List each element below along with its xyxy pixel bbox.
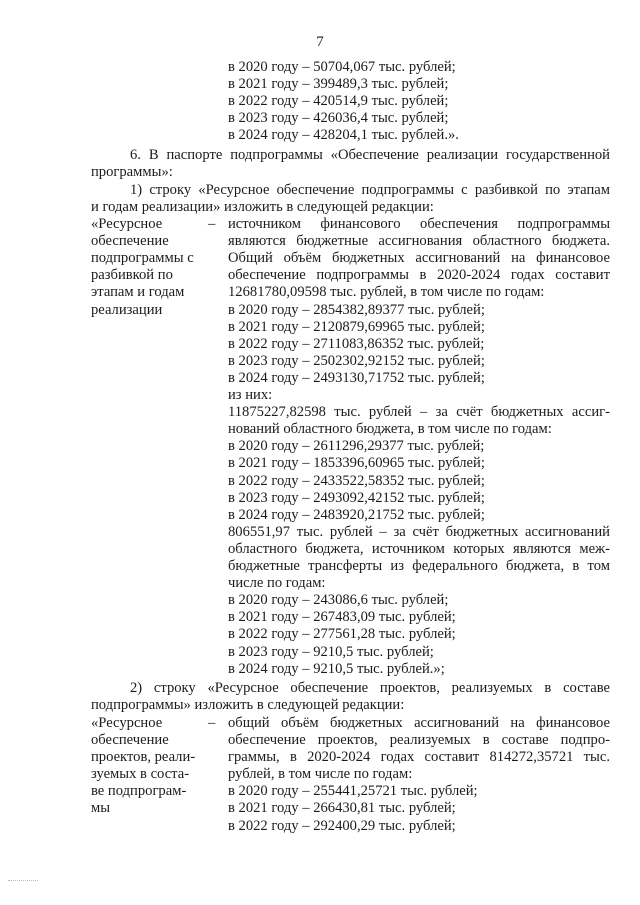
resource-line: в 2021 году – 267483,09 тыс. рублей; bbox=[228, 609, 456, 626]
year-line: в 2021 году – 399489,3 тыс. рублей; bbox=[228, 76, 449, 93]
page-number: 7 bbox=[316, 34, 324, 50]
resource-line: нований областного бюджета, в том числе по годам: bbox=[228, 421, 552, 438]
resource-line: областного бюджета, источником которых являются меж- bbox=[228, 540, 610, 557]
resource-line: 806551,97 тыс. рублей – за счёт бюджетных ассигнований bbox=[228, 523, 610, 540]
resource-line: источником финансового обеспечения подпрограммы bbox=[228, 216, 610, 232]
row-label: «Ресурсное bbox=[91, 714, 163, 731]
resource-line: в 2024 году – 2483920,21752 тыс. рублей; bbox=[228, 506, 485, 523]
resource-line: в 2023 году – 9210,5 тыс. рублей; bbox=[228, 643, 434, 660]
resource-line: в 2024 году – 9210,5 тыс. рублей.»; bbox=[228, 660, 445, 677]
resource-line: общий объём бюджетных ассигнований на финансовое bbox=[228, 714, 610, 731]
resource-line: обеспечение подпрограммы в 2020-2024 годах составит bbox=[228, 267, 610, 284]
row-label: зуемых в соста- bbox=[91, 766, 190, 783]
year-line: в 2023 году – 426036,4 тыс. рублей; bbox=[228, 110, 449, 127]
resource-line: в 2021 году – 2120879,69965 тыс. рублей; bbox=[228, 318, 485, 335]
resource-line: в 2020 году – 255441,25721 тыс. рублей; bbox=[228, 783, 478, 800]
year-line: в 2020 году – 50704,067 тыс. рублей; bbox=[228, 59, 456, 75]
resource-line: в 2022 году – 2711083,86352 тыс. рублей; bbox=[228, 335, 485, 352]
resource-line: в 2022 году – 2433522,58352 тыс. рублей; bbox=[228, 472, 485, 489]
paragraph-item6: программы»: bbox=[91, 164, 173, 180]
resource-line: в 2020 году – 243086,6 тыс. рублей; bbox=[228, 592, 449, 609]
paragraph-sub2: 2) строку «Ресурсное обеспечение проектов, реализуемых в составе bbox=[130, 679, 610, 696]
resource-line: являются бюджетные ассигнования областного бюджета. bbox=[228, 233, 610, 250]
row-label: подпрограммы с bbox=[91, 250, 194, 267]
row-label: этапам и годам bbox=[91, 284, 185, 301]
row-label: реализации bbox=[91, 301, 163, 318]
paragraph-sub2: подпрограммы» изложить в следующей редакции: bbox=[91, 696, 405, 713]
resource-line: граммы, в 2020-2024 годах составит 814272,35721 тыс. bbox=[228, 749, 610, 766]
resource-line: в 2023 году – 2502302,92152 тыс. рублей; bbox=[228, 352, 485, 369]
row-label: ве подпрограм- bbox=[91, 783, 187, 800]
row-label: обеспечение bbox=[91, 233, 169, 250]
row-label: «Ресурсное bbox=[91, 216, 163, 232]
resource-line: в 2021 году – 1853396,60965 тыс. рублей; bbox=[228, 455, 485, 472]
row-label: разбивкой по bbox=[91, 267, 173, 284]
paragraph-sub1: 1) строку «Ресурсное обеспечение подпрограммы с разбивкой по этапам bbox=[130, 182, 610, 198]
scan-margin-marks bbox=[8, 880, 38, 885]
row-label: мы bbox=[91, 800, 111, 817]
resource-line: в 2020 году – 2611296,29377 тыс. рублей; bbox=[228, 438, 485, 455]
resource-line: 11875227,82598 тыс. рублей – за счёт бюджетных ассиг- bbox=[228, 404, 610, 421]
year-line: в 2024 году – 428204,1 тыс. рублей.». bbox=[228, 127, 459, 144]
resource-line: числе по годам: bbox=[228, 575, 326, 592]
resource-line: из них: bbox=[228, 387, 273, 403]
paragraph-sub1: и годам реализации» изложить в следующей редакции: bbox=[91, 199, 434, 215]
resource-line: в 2020 году – 2854382,89377 тыс. рублей; bbox=[228, 301, 485, 318]
row-label: обеспечение bbox=[91, 732, 169, 748]
paragraph-item6: 6. В паспорте подпрограммы «Обеспечение реализации государственной bbox=[130, 147, 610, 163]
label-dash: – bbox=[208, 216, 216, 232]
resource-line: рублей, в том числе по годам: bbox=[228, 766, 413, 783]
resource-line: в 2022 году – 277561,28 тыс. рублей; bbox=[228, 626, 456, 643]
resource-line: бюджетные трансферты из федерального бюджета, в том bbox=[228, 558, 610, 574]
resource-line: в 2023 году – 2493092,42152 тыс. рублей; bbox=[228, 489, 485, 506]
resource-line: 12681780,09598 тыс. рублей, в том числе по годам: bbox=[228, 284, 545, 301]
resource-line: обеспечение проектов, реализуемых в составе подпро- bbox=[228, 732, 610, 748]
resource-line: в 2021 году – 266430,81 тыс. рублей; bbox=[228, 800, 456, 817]
year-line: в 2022 году – 420514,9 тыс. рублей; bbox=[228, 93, 449, 110]
resource-line: в 2022 году – 292400,29 тыс. рублей; bbox=[228, 817, 456, 834]
row-label: проектов, реали- bbox=[91, 749, 196, 766]
resource-line: Общий объём бюджетных ассигнований на финансовое bbox=[228, 250, 610, 267]
resource-line: в 2024 году – 2493130,71752 тыс. рублей; bbox=[228, 369, 485, 386]
label-dash: – bbox=[208, 714, 216, 731]
